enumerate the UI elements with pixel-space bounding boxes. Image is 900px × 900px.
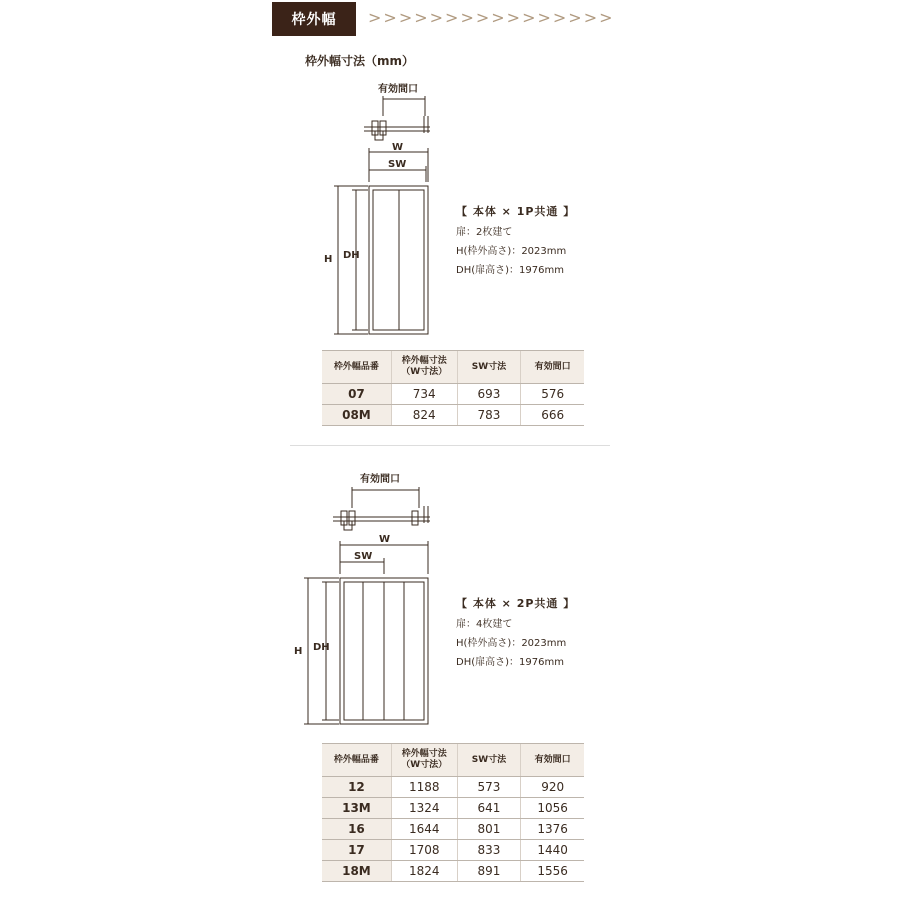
table-cell: 17 (322, 840, 391, 861)
sw-label-1p: SW (388, 159, 407, 170)
table-cell: 1708 (391, 840, 457, 861)
table-cell: 833 (457, 840, 521, 861)
col-width: 枠外幅寸法 （W寸法） (391, 351, 457, 384)
table-row (322, 798, 584, 819)
spec-height: H(枠外高さ)：2023mm (456, 246, 567, 257)
table-cell: 1556 (521, 861, 584, 882)
dh-label-2p: DH (313, 642, 330, 653)
h-label-2p: H (294, 646, 303, 657)
table-cell: 573 (457, 777, 521, 798)
h-label-1p: H (324, 254, 333, 265)
col-sw: SW寸法 (457, 744, 521, 777)
table-cell: 1644 (391, 819, 457, 840)
table-cell: 734 (391, 384, 457, 405)
table-cell: 576 (521, 384, 584, 405)
col-opening: 有効間口 (521, 744, 584, 777)
table-row (322, 819, 584, 840)
table-cell: 920 (521, 777, 584, 798)
table-cell: 801 (457, 819, 521, 840)
table-cell: 666 (521, 405, 584, 426)
table-cell: 1324 (391, 798, 457, 819)
section-tab: 枠外幅 (272, 2, 356, 36)
table-cell: 13M (322, 798, 391, 819)
table-cell: 08M (322, 405, 391, 426)
opening-label-2p: 有効間口 (360, 474, 400, 485)
spec-door-height: DH(扉高さ)：1976mm (456, 265, 564, 276)
chevron-decoration: >>>>>>>>>>>>>>>> (368, 8, 615, 27)
table-cell: 641 (457, 798, 521, 819)
col-width: 枠外幅寸法 （W寸法） (391, 744, 457, 777)
table-cell: 1188 (391, 777, 457, 798)
table-row (322, 840, 584, 861)
spec-door-height: DH(扉高さ)：1976mm (456, 657, 564, 668)
size-table-2p (322, 743, 584, 882)
col-model: 枠外幅品番 (322, 744, 391, 777)
spec-heading: 【 本体 × 2P共通 】 (456, 597, 576, 610)
table-cell: 891 (457, 861, 521, 882)
table-cell: 18M (322, 861, 391, 882)
table-cell: 16 (322, 819, 391, 840)
table-cell: 824 (391, 405, 457, 426)
table-cell: 07 (322, 384, 391, 405)
w-label-1p: W (392, 142, 404, 153)
col-model: 枠外幅品番 (322, 351, 391, 384)
table-cell: 12 (322, 777, 391, 798)
spec-door: 扉：2枚建て (456, 227, 513, 238)
opening-label-1p: 有効間口 (378, 84, 418, 95)
table-cell: 1056 (521, 798, 584, 819)
dh-label-1p: DH (343, 250, 360, 261)
table-cell: 1376 (521, 819, 584, 840)
w-label-2p: W (379, 534, 391, 545)
spec-heading: 【 本体 × 1P共通 】 (456, 205, 576, 218)
spec-block-2p (456, 594, 575, 672)
table-row (322, 777, 584, 798)
col-opening: 有効間口 (521, 351, 584, 384)
col-sw: SW寸法 (457, 351, 521, 384)
spec-height: H(枠外高さ)：2023mm (456, 638, 567, 649)
section-title: 枠外幅寸法（mm） (305, 54, 415, 68)
table-cell: 1440 (521, 840, 584, 861)
sw-label-2p: SW (354, 551, 373, 562)
table-cell: 693 (457, 384, 521, 405)
table-row (322, 861, 584, 882)
table-cell: 783 (457, 405, 521, 426)
spec-door: 扉：4枚建て (456, 619, 513, 630)
table-cell: 1824 (391, 861, 457, 882)
